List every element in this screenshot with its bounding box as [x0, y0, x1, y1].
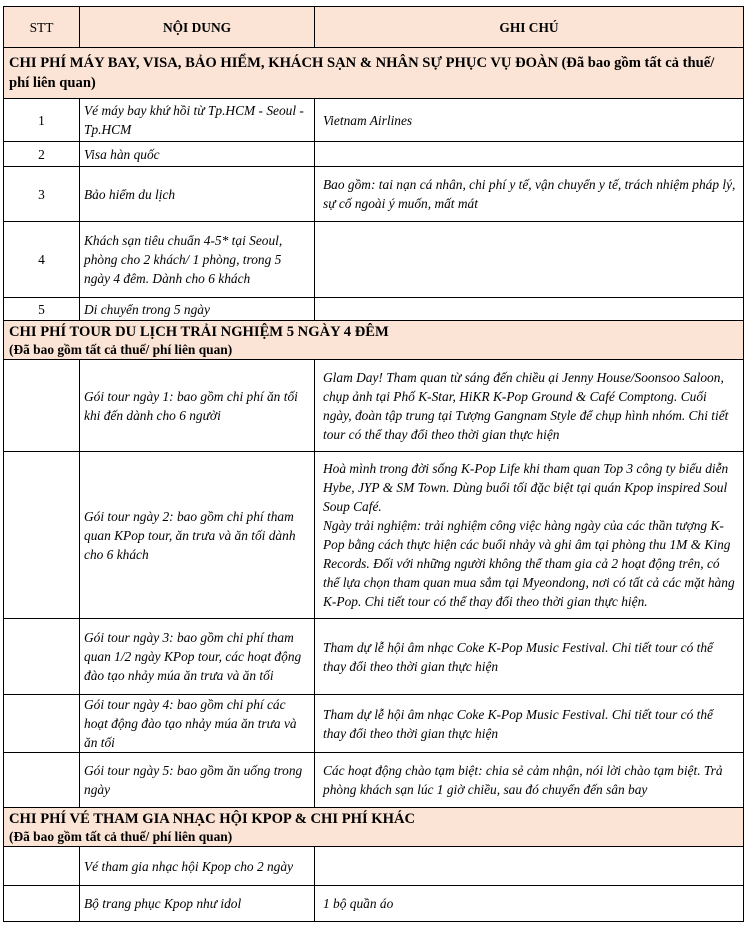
row-content: Vé tham gia nhạc hội Kpop cho 2 ngày: [80, 847, 315, 886]
row-content: Bảo hiểm du lịch: [80, 167, 315, 222]
row-note: [315, 298, 744, 321]
row-stt: [4, 847, 80, 886]
row-stt: [4, 753, 80, 808]
table-row: [4, 695, 744, 753]
row-note: Glam Day! Tham quan từ sáng đến chiều ại Jenny House/Soonsoo Saloon, chụp ảnh tại Phố K-Star, HiKR K-Pop Ground & Café Comptong. Cuối ngày, đoàn tập trung tại Tượng Gangnam Style để chụp hình nhóm. Chi tiết tour có thể thay đổi theo thời gian thực hiện: [315, 360, 744, 452]
row-note: Các hoạt động chào tạm biệt: chia sẻ cảm nhận, nói lời chào tạm biệt. Trả phòng khách sạn lúc 1 giờ chiều, sau đó chuyển đến sân bay: [315, 753, 744, 808]
row-note: Tham dự lễ hội âm nhạc Coke K-Pop Music Festival. Chi tiết tour có thể thay đổi theo thời gian thực hiện: [315, 695, 744, 753]
row-stt: [4, 886, 80, 922]
table-row: [4, 619, 744, 695]
row-stt: [4, 360, 80, 452]
row-content: Vé máy bay khứ hồi từ Tp.HCM - Seoul - Tp.HCM: [80, 99, 315, 142]
table-row: [4, 99, 744, 142]
row-stt: [4, 452, 80, 619]
header-noi-dung: NỘI DUNG: [80, 7, 315, 48]
row-stt: 2: [4, 142, 80, 167]
row-content: Gói tour ngày 5: bao gồm ăn uống trong ngày: [80, 753, 315, 808]
table-row: [4, 886, 744, 922]
header-ghi-chu: GHI CHÚ: [315, 7, 744, 48]
row-content: Visa hàn quốc: [80, 142, 315, 167]
row-content: Bộ trang phục Kpop như idol: [80, 886, 315, 922]
header-stt: STT: [4, 7, 80, 48]
row-content: Di chuyển trong 5 ngày: [80, 298, 315, 321]
row-stt: [4, 619, 80, 695]
section-3-title: CHI PHÍ VÉ THAM GIA NHẠC HỘI KPOP & CHI PHÍ KHÁC: [9, 810, 416, 827]
table-header-row: [4, 7, 744, 48]
section-2-title: CHI PHÍ TOUR DU LỊCH TRẢI NGHIỆM 5 NGÀY 4 ĐÊM: [9, 323, 389, 340]
row-stt: 5: [4, 298, 80, 321]
row-note: [315, 847, 744, 886]
section-3-header: [4, 808, 744, 847]
table-row: [4, 360, 744, 452]
row-content: Khách sạn tiêu chuẩn 4-5* tại Seoul, phòng cho 2 khách/ 1 phòng, trong 5 ngày 4 đêm. Dành cho 6 khách: [80, 222, 315, 298]
table-row: [4, 847, 744, 886]
row-stt: 4: [4, 222, 80, 298]
row-content: Gói tour ngày 2: bao gồm chi phí tham quan KPop tour, ăn trưa và ăn tối dành cho 6 khách: [80, 452, 315, 619]
table-row: [4, 452, 744, 619]
cost-table: [3, 6, 744, 922]
table-row: [4, 298, 744, 321]
row-note: [315, 142, 744, 167]
row-content: Gói tour ngày 3: bao gồm chi phí tham quan 1/2 ngày KPop tour, các hoạt động đào tạo nhảy múa ăn trưa và ăn tối: [80, 619, 315, 695]
section-2-header: [4, 321, 744, 360]
table-row: [4, 142, 744, 167]
section-1-title: CHI PHÍ MÁY BAY, VISA, BẢO HIỂM, KHÁCH SẠN & NHÂN SỰ PHỤC VỤ ĐOÀN: [9, 55, 559, 71]
row-note: Tham dự lễ hội âm nhạc Coke K-Pop Music Festival. Chi tiết tour có thể thay đổi theo thời gian thực hiện: [315, 619, 744, 695]
table-row: [4, 222, 744, 298]
section-2-note: (Đã bao gồm tất cả thuế/ phí liên quan): [9, 341, 233, 357]
row-note: Hoà mình trong đời sống K-Pop Life khi tham quan Top 3 công ty biểu diễn Hybe, JYP & SM Town. Dùng buổi tối đặc biệt tại quán Kpop inspired Soul Soup Café. Ngày trải nghiệm: trải nghiệm công việc hàng ngày của các thần tượng K-Pop bằng cách thực hiện các buổi nhảy và ghi âm tại phòng thu 1M & King Records. Đối với những người không thể tham gia cả 2 hoạt động trên, có thể lựa chọn tham quan mua sắm tại Myeondong, nơi có tất cả các mặt hàng K-Pop. Chi tiết tour có thể thay đổi theo thời gian thực hiện.: [315, 452, 744, 619]
row-note: [315, 222, 744, 298]
section-1-header: [4, 48, 744, 99]
row-stt: 3: [4, 167, 80, 222]
row-stt: [4, 695, 80, 753]
section-1-note: (Đã bao gồm tất cả thuế/ phí liên quan): [9, 55, 715, 91]
row-note: Bao gồm: tai nạn cá nhân, chi phí y tế, vận chuyển y tế, trách nhiệm pháp lý, sự cố ngoài ý muốn, mất mát: [315, 167, 744, 222]
section-3-note: (Đã bao gồm tất cả thuế/ phí liên quan): [9, 828, 233, 844]
table-row: [4, 753, 744, 808]
row-note: Vietnam Airlines: [315, 99, 744, 142]
table-row: [4, 167, 744, 222]
row-stt: 1: [4, 99, 80, 142]
row-content: Gói tour ngày 1: bao gồm chi phí ăn tối khi đến dành cho 6 người: [80, 360, 315, 452]
row-content: Gói tour ngày 4: bao gồm chi phí các hoạt động đào tạo nhảy múa ăn trưa và ăn tối: [80, 695, 315, 753]
row-note: 1 bộ quần áo: [315, 886, 744, 922]
